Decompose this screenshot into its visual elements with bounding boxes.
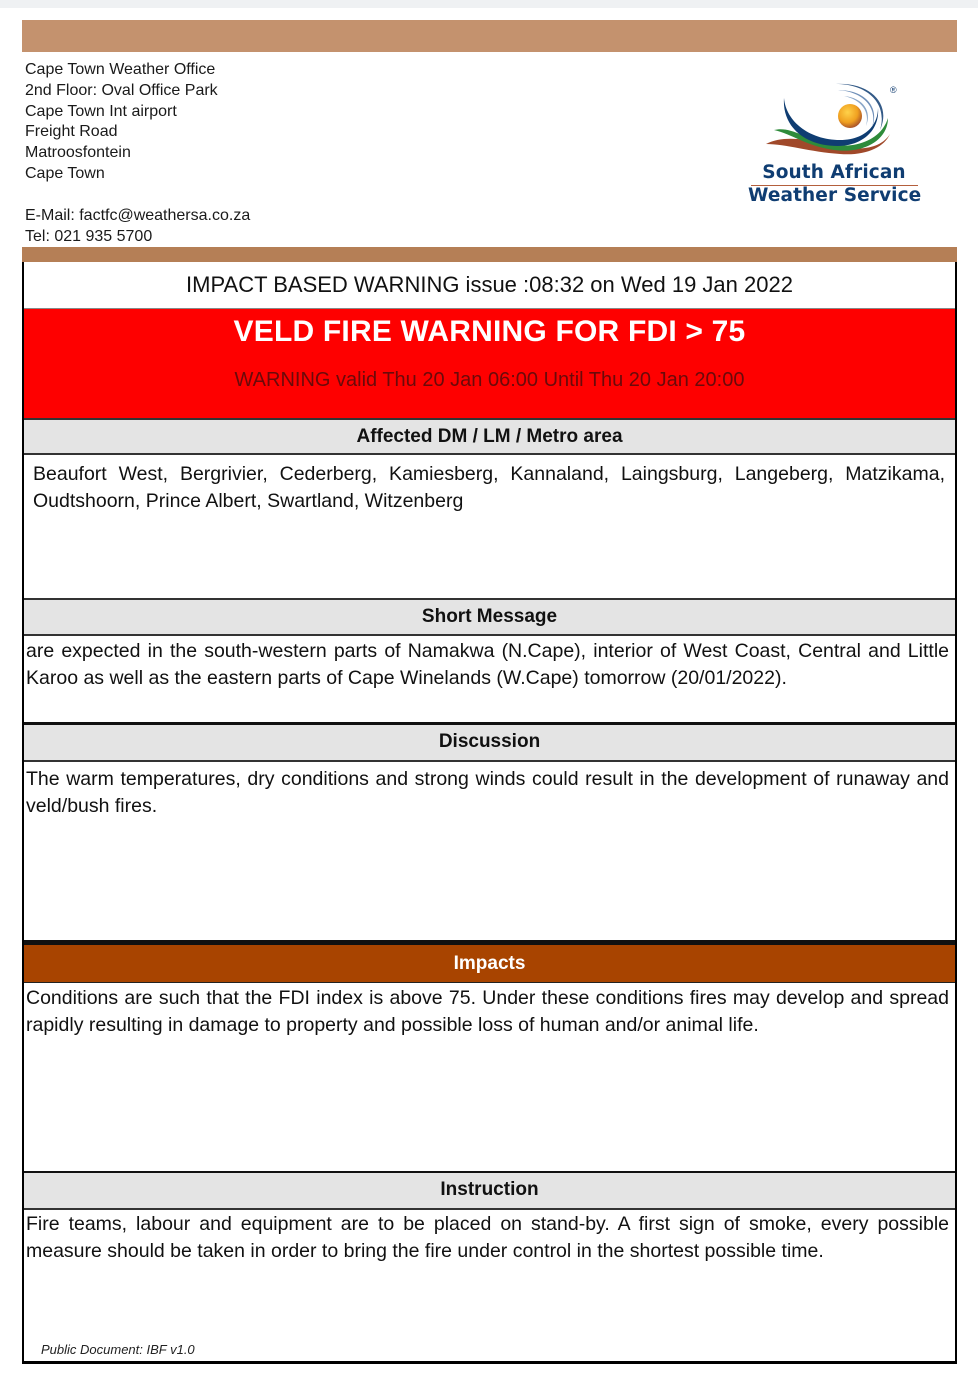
telephone: Tel: 021 935 5700 xyxy=(25,227,153,245)
instruction-body: Fire teams, labour and equipment are to be placed on stand-by. A first sign of smoke, every possible measure should be taken in order to bring the fire under control in the shortest possible time. xyxy=(26,1213,949,1262)
document-footer: Public Document: IBF v1.0 xyxy=(41,1342,195,1357)
warning-title: VELD FIRE WARNING FOR FDI > 75 xyxy=(233,315,746,348)
issue-line: IMPACT BASED WARNING issue :08:32 on Wed 19 Jan 2022 xyxy=(24,262,955,309)
address-spacer xyxy=(25,185,250,206)
warning-banner xyxy=(24,309,955,418)
card-border-left xyxy=(22,262,24,1364)
discussion-body: The warm temperatures, dry conditions and strong winds could result in the development of runaway and veld/bush fires. xyxy=(26,768,949,817)
address-line: Cape Town Weather Office xyxy=(25,61,216,78)
short-message-body: are expected in the south-western parts of Namakwa (N.Cape), interior of West Coast, Central and Little Karoo as well as the eastern parts of Cape Winelands (W.Cape) tomorrow (20/01/2022). xyxy=(26,640,949,689)
address-line: Cape Town xyxy=(25,164,105,182)
discussion-heading: Discussion xyxy=(24,725,955,762)
header-band xyxy=(22,20,957,52)
instruction-heading: Instruction xyxy=(24,1173,955,1210)
impacts-body: Conditions are such that the FDI index is above 75. Under these conditions fires may develop and spread rapidly resulting in damage to property and possible loss of human and/or animal life. xyxy=(26,987,949,1036)
address-line: 2nd Floor: Oval Office Park xyxy=(25,81,218,99)
impacts-heading: Impacts xyxy=(24,943,955,983)
card-border-bottom xyxy=(22,1361,957,1364)
affected-heading: Affected DM / LM / Metro area xyxy=(24,418,955,455)
card-border-right xyxy=(955,262,957,1364)
affected-body: Beaufort West, Bergrivier, Cederberg, Kamiesberg, Kannaland, Laingsburg, Langeberg, Matzikama, Oudtshoorn, Prince Albert, Swartland, Witzenberg xyxy=(33,463,945,512)
office-address xyxy=(25,60,250,247)
registered-mark: ® xyxy=(890,85,897,95)
top-strip xyxy=(0,0,978,8)
warning-validity: WARNING valid Thu 20 Jan 06:00 Until Thu 20 Jan 20:00 xyxy=(234,369,745,391)
logo-text-line2: Weather Service xyxy=(748,185,922,206)
section-band xyxy=(22,247,957,262)
address-line: Cape Town Int airport xyxy=(25,102,177,120)
saws-logo xyxy=(748,82,923,212)
address-line: Freight Road xyxy=(25,123,118,141)
logo-text-line1: South African xyxy=(762,162,906,183)
address-line: Matroosfontein xyxy=(25,144,131,162)
saws-emblem-icon xyxy=(760,82,900,158)
email-link[interactable]: E-Mail: factfc@weathersa.co.za xyxy=(25,206,251,224)
short-message-heading: Short Message xyxy=(24,598,955,636)
